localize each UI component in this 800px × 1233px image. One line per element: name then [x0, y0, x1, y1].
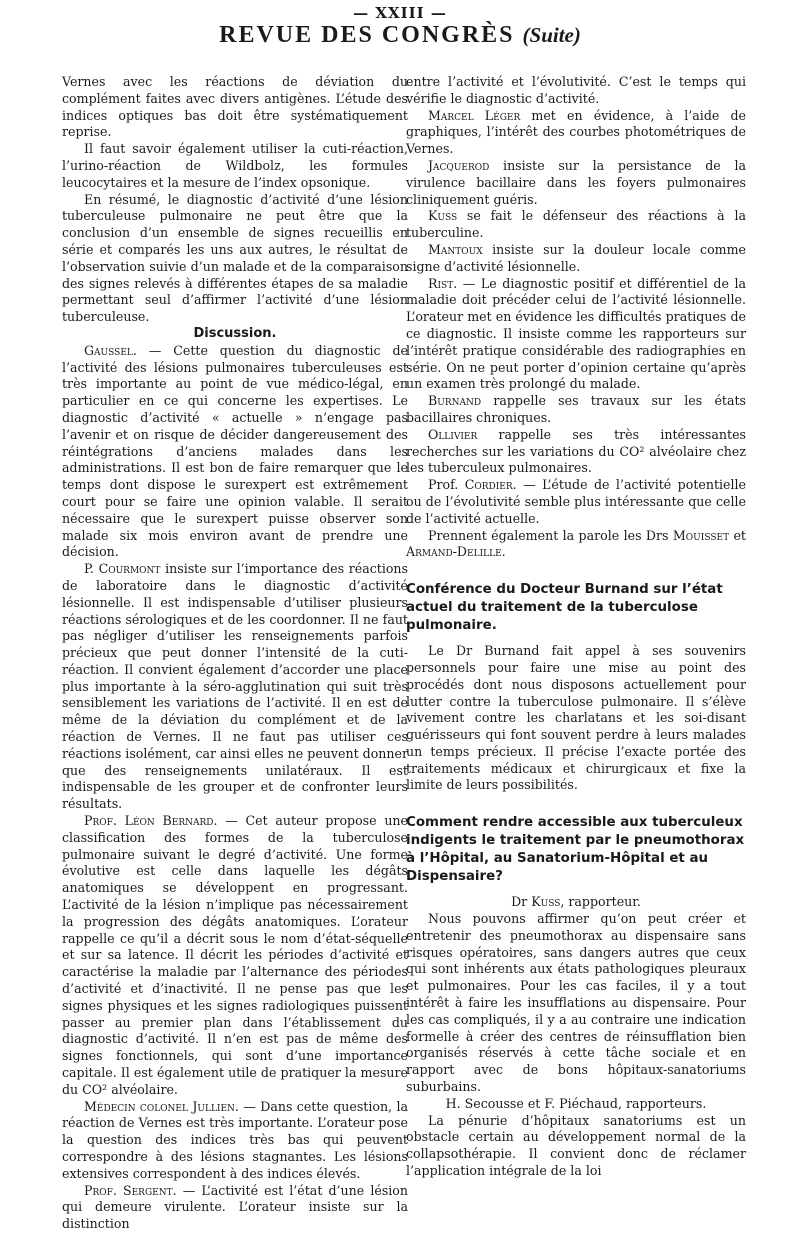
discussion-heading: Discussion. — [193, 325, 277, 341]
paragraph-leger — [406, 108, 746, 158]
speaker-text: se fait le défenseur des réactions à la tuberculine. — [406, 208, 746, 241]
paragraph-sergent — [62, 1183, 408, 1233]
speaker-text: insiste sur la persistance de la virulence bacillaire dans les foyers pulmonaires cliniquement guéris. — [406, 157, 746, 207]
speaker-name: Jacquerod — [428, 157, 490, 173]
page-title-suffix: (Suite) — [522, 23, 581, 47]
et-text: et — [729, 527, 746, 543]
right-column — [406, 74, 746, 1180]
pneumothorax-paragraph: Nous pouvons affirmer qu’on peut créer et entretenir des pneumothorax au dispensaire sans risques opératoires, sans dangers autres que ceux qui sont inhérents aux états pathologiques pleuraux et pulmonaires. Pour les cas faciles, il y a tout intérêt à faire les insufflations au dispensaire. Pour les cas compliqués, il y a au contraire une indication formelle à créer des centres de réinsufflation bien organisés réservés à cette tâche sociale et en rapport avec de bons hôpitaux-sanatoriums suburbains. — [406, 911, 746, 1095]
paragraph-cordier — [406, 477, 746, 527]
conference-paragraph: Le Dr Burnand fait appel à ses souvenirs personnels pour faire une mise au point des procédés dont nous disposons actuellement pour lutter contre la tuberculose pulmonaire. Il s’élève vivement contre les charlatans et les soi-disant guérisseurs qui font souvent perdre à leurs malades un temps précieux. Il précise l’exacte portée des traitements médicaux et chirurgicaux et fixe la limite de leurs possibilités. — [406, 643, 746, 793]
last-paragraph: La pénurie d’hôpitaux sanatoriums est un obstacle certain au développement normal de la collapsothérapie. Il convient donc de réclamer l’application intégrale de la loi — [406, 1112, 746, 1179]
speaker-name: Prof. Sergent. — [84, 1182, 177, 1198]
paragraph-rist — [406, 276, 746, 394]
kuss-byline — [406, 894, 746, 911]
byline-title: Dr — [511, 894, 532, 910]
speaker-text: rappelle ses très intéressantes recherches sur les variations du CO² alvéolaire chez les tuberculeux pulmonaires. — [406, 426, 746, 476]
paragraph-jacquerod — [406, 158, 746, 208]
speaker-text: — Cet auteur propose une classification des formes de la tuberculose pulmonaire suivant le degré d’activité. Une forme évolutive est celle dans laquelle les dégâts anatomiques se développent en progressant. L’activité de la lésion n’implique pas nécessairement la progression des dégâts anatomiques. L’orateur rappelle ce qu’il a décrit sous le nom d’état-séquelle et sur sa latence. Il décrit les périodes d’activité et caractérise la maladie par l’alternance des périodes d’activité et d’inactivité. Il ne pense pas que les signes physiques et les signes radiologiques puissent passer au premier plan dans l’établissement du diagnostic d’activité. Il n’en est pas de même des signes fonctionnels, qui sont d’une importance capitale. Il est également utile de pratiquer la mesure du CO² alvéolaire. — [62, 813, 408, 1097]
paragraph: entre l’activité et l’évolutivité. C’est le temps qui vérifie le diagnostic d’activité. — [406, 74, 746, 106]
speaker-name: Mantoux — [428, 241, 483, 257]
speaker-name: Rist. — [428, 275, 458, 291]
paragraph: En résumé, le diagnostic d’activité d’une lésion tuberculeuse pulmonaire ne peut être que la conclusion d’un ensemble de signes recueillis en série et comparés les uns aux autres, le résultat de l’observation suivie d’un malade et de la comparaison des signes relevés à différentes étapes de sa maladie permettant seul d’affirmer l’activité d’une lésion tuberculeuse. — [62, 191, 408, 325]
paragraph-jullien — [62, 1099, 408, 1183]
speaker-text: — L’activité est l’état d’une lésion qui demeure virulente. L’orateur insiste sur la distinction — [62, 1182, 408, 1232]
paragraph-courmont — [62, 561, 408, 813]
speaker-text: — Dans cette question, la réaction de Vernes est très importante. L’orateur pose la question des indices très bas qui peuvent correspondre à des lésions stagnantes. Les lésions extensives correspondent à des indices élevés. — [62, 1098, 408, 1181]
speaker-name: Médecin colonel Jullien. — [84, 1098, 239, 1114]
conference-heading: Conférence du Docteur Burnand sur l’état actuel du traitement de la tuberculose pulmonaire. — [406, 582, 723, 634]
speaker-text: insiste sur la douleur locale comme signe d’activité lésionnelle. — [406, 241, 746, 274]
speaker-text: — Le diagnostic positif et différentiel de la maladie doit précéder celui de l’activité lésionnelle. L’orateur met en évidence les difficultés pratiques de ce diagnostic. Il insiste comme les rapporteurs sur l’intérêt pratique considérable des radiographies en série. On ne peut porter d’opinion certaine qu’après un examen très prolongé du malade. — [406, 275, 746, 392]
page-title — [0, 22, 800, 49]
paragraph-burnand — [406, 393, 746, 427]
speaker-name: Cordier. — [464, 477, 517, 493]
paragraph-parole — [406, 528, 746, 562]
page-number: — XXIII — — [353, 4, 447, 22]
pneumothorax-heading: Comment rendre accessible aux tuberculeux indigents le traitement par le pneumothorax à l’Hôpital, au Sanatorium-Hôpital et au Dispensaire? — [406, 815, 745, 885]
speaker-name: Ollivier — [428, 426, 478, 442]
speaker-name: Kuss — [428, 208, 458, 224]
speaker-prefix: Prof. — [428, 477, 465, 493]
speaker-name: Mouisset — [672, 527, 730, 543]
paragraph-mantoux — [406, 242, 746, 276]
paragraph: Il faut savoir également utiliser la cuti-réaction, l’urino-réaction de Wildbolz, les formules leucocytaires et la mesure de l’index opsonique. — [62, 141, 408, 190]
speaker-name: Marcel Léger — [428, 107, 521, 123]
paragraph-kuss — [406, 208, 746, 242]
speaker-name: Burnand — [428, 393, 482, 409]
speaker-text: — L’étude de l’activité potentielle ou de l’évolutivité semble plus intéressante que celle de l’activité actuelle. — [406, 477, 747, 526]
speaker-text: insiste sur l’importance des réactions de laboratoire dans le diagnostic d’activité lésionnelle. Il est indispensable d’utiliser plusieurs réactions sérologiques et de les coordonner. Il ne faut pas négliger d’utiliser les renseignements parfois précieux que peut donner l’intensité de la cuti-réaction. Il convient également d’accorder une place plus importante à la séro-agglutination qui suit très sensiblement les variations de l’activité. Il en est de même de la déviation du complément et de la réaction de Vernes. Il ne faut pas utiliser ces réactions isolément, car ainsi elles ne peuvent donner que des renseignements unilatéraux. Il est indispensable de les grouper et de confronter leurs résultats. — [62, 561, 409, 812]
paragraph: Vernes avec les réactions de déviation du complément faites avec divers antigènes. L’étude des indices optiques bas doit être systématiquement reprise. — [62, 74, 408, 140]
paragraph-gaussel — [62, 343, 408, 561]
page-title-text: REVUE DES CONGRÈS — [219, 22, 515, 48]
secousse-byline: H. Secousse et F. Piéchaud, rapporteurs. — [445, 1095, 707, 1111]
parole-text: Prennent également la parole les Drs — [428, 527, 673, 543]
speaker-name: Prof. Léon Bernard. — [84, 813, 218, 829]
left-column — [62, 74, 408, 1233]
paragraph-bernard — [62, 813, 408, 1099]
speaker-name: Gaussel. — [84, 342, 137, 358]
paragraph-ollivier — [406, 427, 746, 477]
speaker-name: Armand-Delille. — [406, 544, 506, 560]
speaker-text: met en évidence, à l’aide de graphiques, l’intérêt des courbes photométriques de Vernes. — [406, 107, 747, 157]
speaker-name: P. Courmont — [84, 561, 161, 577]
byline-name: Kuss — [531, 894, 561, 910]
speaker-text: — Cette question du diagnostic de l’activité des lésions pulmonaires tuberculeuses est très importante au point de vue médico-légal, en particulier en ce qui concerne les expertises. Le diagnostic d’activité « actuelle » n’engage pas l’avenir et on risque de décider dangereusement des réintégrations d’anciens malades dans les administrations. Il est bon de faire remarquer que le temps dont dispose le surexpert est extrêmement court pour se faire une opinion valable. Il serait nécessaire que le surexpert puisse observer son malade six mois environ avant de prendre une décision. — [62, 342, 408, 560]
byline-role: , rapporteur. — [560, 894, 641, 910]
speaker-text: rappelle ses travaux sur les états bacillaires chroniques. — [406, 393, 746, 425]
